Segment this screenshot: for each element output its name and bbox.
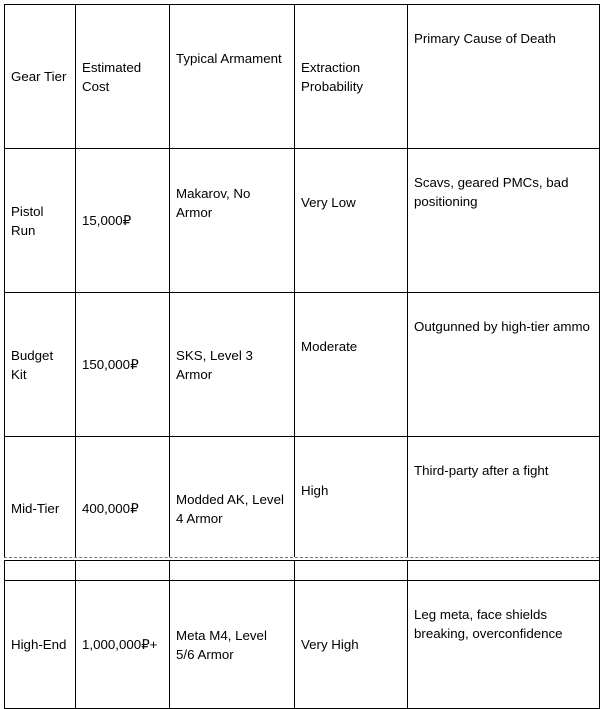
cell-armament: SKS, Level 3 Armor <box>170 293 295 437</box>
cell-cause: Outgunned by high-tier ammo <box>408 293 600 437</box>
header-extraction-probability: Extraction Probability <box>295 5 408 149</box>
cell-probability <box>295 293 408 437</box>
cell-cause: Leg meta, face shields breaking, overconfidence <box>408 581 600 709</box>
cell-probability <box>295 149 408 293</box>
cell-cost: 400,000₽ <box>76 437 170 581</box>
cell-armament: Meta M4, Level 5/6 Armor <box>170 581 295 709</box>
cell-tier: Budget Kit <box>5 293 76 437</box>
cell-cost: 1,000,000₽+ <box>76 581 170 709</box>
cell-probability: Very High <box>295 581 408 709</box>
header-gear-tier: Gear Tier <box>5 5 76 149</box>
table-row <box>5 149 600 293</box>
gear-tier-table <box>4 4 600 709</box>
cell-cause: Third-party after a fight <box>408 437 600 581</box>
table-header-row <box>5 5 600 149</box>
cell-armament <box>170 149 295 293</box>
header-typical-armament <box>170 5 295 149</box>
cell-probability-text: Very Low <box>301 195 356 210</box>
cell-armament-text: Makarov, No Armor <box>176 185 251 220</box>
table-row <box>5 581 600 709</box>
cell-tier: Pistol Run <box>5 149 76 293</box>
cell-cost: 150,000₽ <box>76 293 170 437</box>
table-row <box>5 293 600 437</box>
cell-tier: High-End <box>5 581 76 709</box>
cell-armament: Modded AK, Level 4 Armor <box>170 437 295 581</box>
header-typical-armament-text: Typical Armament <box>176 51 282 66</box>
header-primary-cause: Primary Cause of Death <box>408 5 600 149</box>
cell-cost: 15,000₽ <box>76 149 170 293</box>
header-estimated-cost: Estimated Cost <box>76 5 170 149</box>
cell-cause: Scavs, geared PMCs, bad positioning <box>408 149 600 293</box>
cell-probability-text: High <box>301 483 329 498</box>
cell-probability-text: Moderate <box>301 339 358 354</box>
page-break-divider <box>4 557 599 561</box>
cell-tier: Mid-Tier <box>5 437 76 581</box>
